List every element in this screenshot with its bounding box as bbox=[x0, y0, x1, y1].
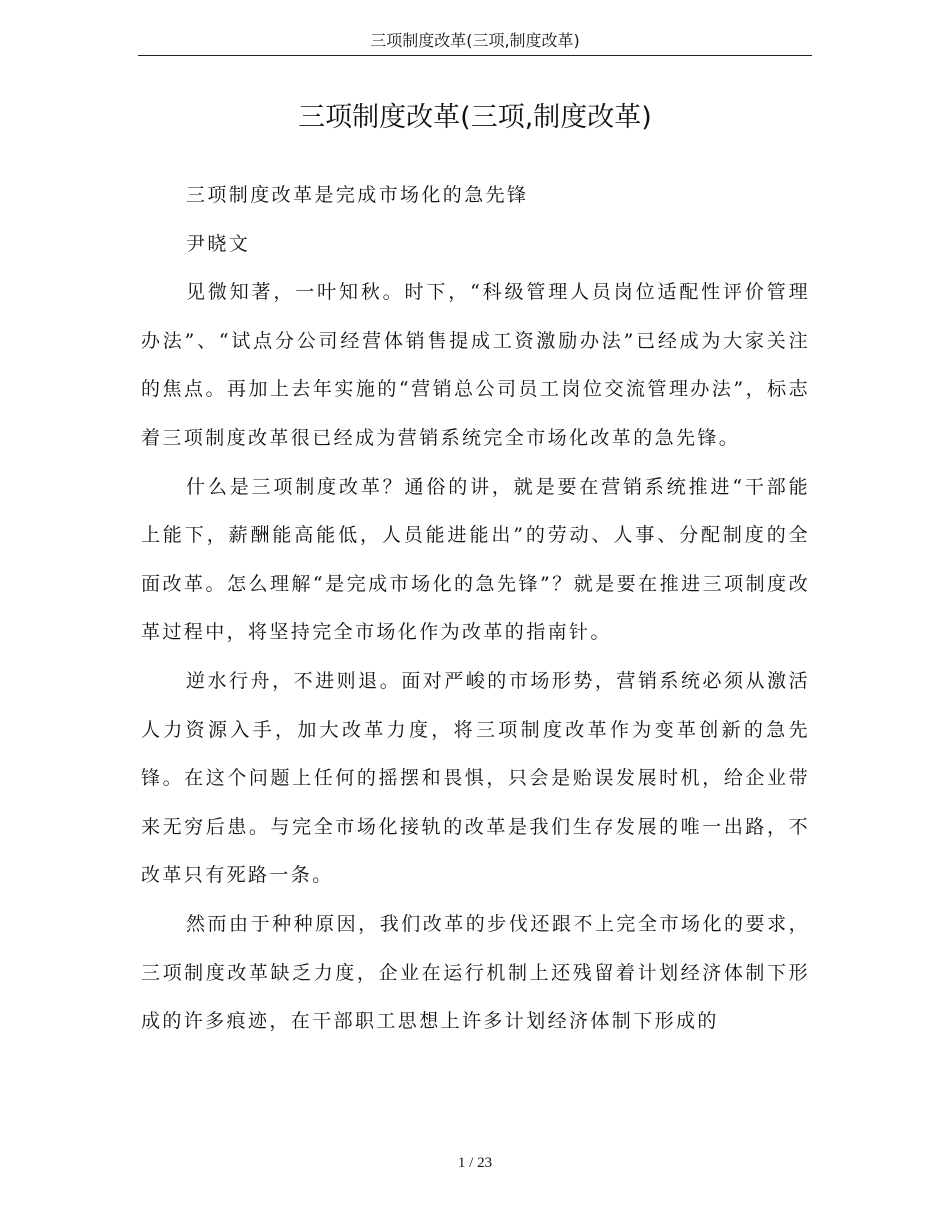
article-author: 尹晓文 bbox=[186, 232, 251, 255]
body-paragraph: 逆水行舟，不进则退。面对严峻的市场形势，营销系统必须从激活人力资源入手，加大改革力度，将三项制度改革作为变革创新的急先锋。在这个问题上任何的摇摆和畏惧，只会是贻误发展时机，给企业带来无穷后患。与完全市场化接轨的改革是我们生存发展的唯一出路，不改革只有死路一条。 bbox=[141, 669, 810, 887]
header-divider bbox=[138, 55, 812, 56]
page-number: 1 / 23 bbox=[457, 1155, 493, 1171]
body-paragraph: 见微知著，一叶知秋。时下，“科级管理人员岗位适配性评价管理办法”、“试点分公司经营体销售提成工资激励办法”已经成为大家关注的焦点。再加上去年实施的“营销总公司员工岗位交流管理办法”，标志着三项制度改革很已经成为营销系统完全市场化改革的急先锋。 bbox=[141, 281, 810, 449]
running-header: 三项制度改革(三项,制度改革) bbox=[370, 31, 580, 50]
body-paragraph: 什么是三项制度改革？通俗的讲，就是要在营销系统推进“干部能上能下，薪酬能高能低，人员能进能出”的劳动、人事、分配制度的全面改革。怎么理解“是完成市场化的急先锋”？就是要在推进三项制度改革过程中，将坚持完全市场化作为改革的指南针。 bbox=[141, 475, 810, 644]
article-subtitle: 三项制度改革是完成市场化的急先锋 bbox=[186, 184, 529, 206]
document-body bbox=[141, 171, 810, 1046]
document-title: 三项制度改革(三项,制度改革) bbox=[298, 102, 652, 133]
body-paragraph: 然而由于种种原因，我们改革的步伐还跟不上完全市场化的要求，三项制度改革缺乏力度，企业在运行机制上还残留着计划经济体制下形成的许多痕迹，在干部职工思想上许多计划经济体制下形成的 bbox=[141, 912, 810, 1033]
